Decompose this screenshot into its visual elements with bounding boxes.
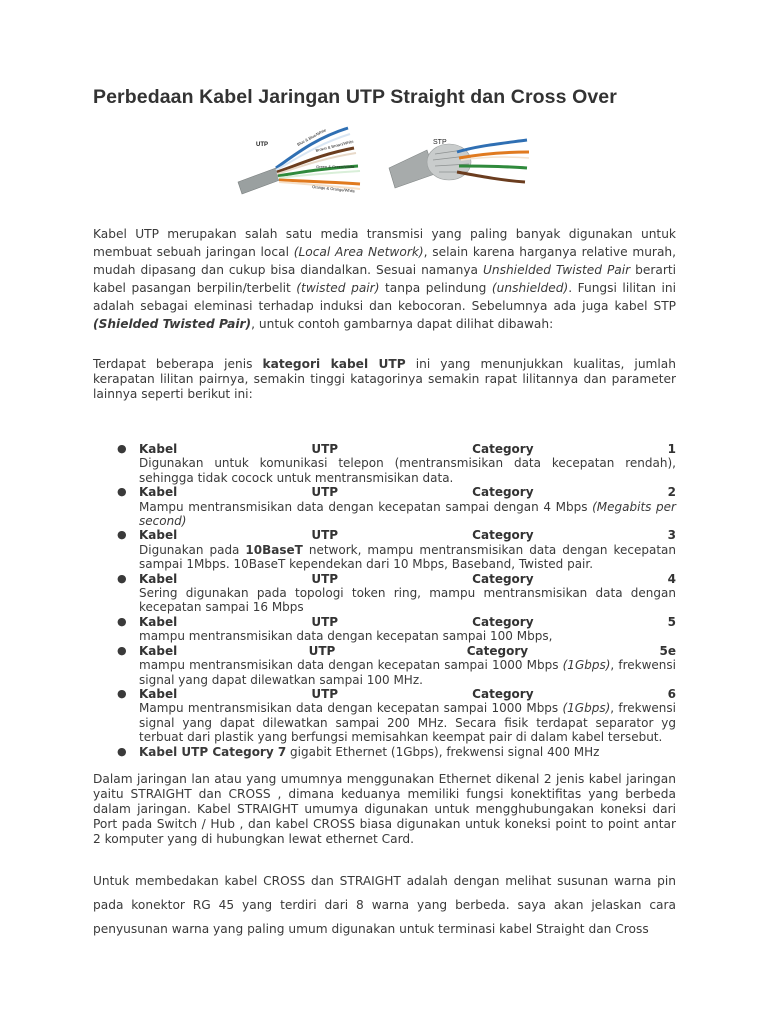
text-run: . Fungsi lilitan ini adalah sebagai eleminasi terhadap induksi dan kebocoran. Sebelumnya ada juga kabel STP xyxy=(93,281,676,313)
bullet-icon: ● xyxy=(117,442,127,455)
utp-wire-label-brown: Brown & Brown/White xyxy=(315,138,354,153)
list-item xyxy=(93,687,676,745)
text-run: , selain karena harganya relative murah, mudah dipasang dan cukup bisa diandalkan. Sesuai namanya xyxy=(93,245,677,277)
utp-wire-label-orange: Orange & Orange/White xyxy=(311,184,356,194)
list-item xyxy=(93,485,676,528)
text-run-italic: (twisted pair) xyxy=(296,281,380,295)
category-description: Mampu mentransmisikan data dengan kecepatan sampai 1000 Mbps (1Gbps), frekwensi signal yang dapat dilewatkan sampai 200 MHz. Secara fisik terdapat separator yg terbuat dari plastik yang berfungsi memisahkan keempat pair di dalam kabel tersebut. xyxy=(139,701,676,745)
text-run: ini yang menunjukkan kualitas, jumlah kerapatan lilitan pairnya, semakin tinggi katagorinya semakin rapat lilitannya dan parameter lainnya seperti berikut ini: xyxy=(93,357,676,401)
list-item xyxy=(93,442,676,485)
text-run-italic: (unshielded) xyxy=(491,281,569,295)
utp-category-list xyxy=(93,442,676,759)
list-item xyxy=(93,615,676,644)
bullet-icon: ● xyxy=(117,528,127,542)
category-description: mampu mentransmisikan data dengan kecepatan sampai 1000 Mbps (1Gbps), frekwensi signal yang dapat dilewatkan sampai 100 MHz. xyxy=(139,658,676,687)
straight-cross-paragraph: Dalam jaringan lan atau yang umumnya menggunakan Ethernet dikenal 2 jenis kabel jaringan yaitu STRAIGHT dan CROSS , dimana keduanya memiliki fungsi konektifitas yang berbeda dalam jaringan. Kabel STRAIGHT umumya digunakan untuk mengghubungakan koneksi dari Port pada Switch / Hub , dan kabel CROSS biasa digunakan untuk koneksi point to point antar 2 komputer yang di hubungkan lewat ethernet Card. xyxy=(93,772,676,846)
bullet-icon: ● xyxy=(117,643,127,657)
bullet-icon: ● xyxy=(117,571,127,585)
category-description: mampu mentransmisikan data dengan kecepatan sampai 100 Mbps, xyxy=(139,629,553,644)
category-line: Kabel UTP Category 7 gigabit Ethernet (1Gbps), frekwensi signal 400 MHz xyxy=(139,744,600,759)
page-title: Perbedaan Kabel Jaringan UTP Straight dan Cross Over xyxy=(93,86,617,108)
bullet-icon: ● xyxy=(117,744,127,758)
list-item xyxy=(93,572,676,615)
intro-paragraph xyxy=(93,225,676,333)
category-description: Digunakan untuk komunikasi telepon (mentransmisikan data kecepatan rendah), sehingga tidak cocock untuk mentransmisikan data. xyxy=(139,456,676,485)
list-item xyxy=(93,528,676,571)
text-run-bold: kategori kabel UTP xyxy=(262,357,406,371)
bullet-icon: ● xyxy=(117,614,127,628)
utp-label: UTP xyxy=(256,142,268,148)
list-item xyxy=(93,644,676,687)
stp-cable-image xyxy=(387,124,533,196)
text-run: , untuk contoh gambarnya dapat dilihat dibawah: xyxy=(251,317,554,331)
text-run: Kabel UTP merupakan salah satu media transmisi yang paling banyak digunakan untuk membuat sebuah jaringan local xyxy=(93,227,676,259)
category-heading: Kabel UTP Category 5 xyxy=(139,614,676,629)
category-heading: Kabel UTP Category 6 xyxy=(139,686,676,701)
color-order-paragraph: Untuk membedakan kabel CROSS dan STRAIGHT adalah dengan melihat susunan warna pin pada konektor RG 45 yang terdiri dari 8 warna yang berbeda. saya akan jelaskan cara penyusunan warna yang paling umum digunakan untuk terminasi kabel Straight dan Cross xyxy=(93,874,676,936)
text-run: Terdapat beberapa jenis xyxy=(93,357,263,371)
bullet-icon: ● xyxy=(117,485,127,499)
utp-wire-label-green: Green & Green/White xyxy=(316,164,355,169)
category-description: Sering digunakan pada topologi token ring, mampu mentransmisikan data dengan kecepatan sampai 16 Mbps xyxy=(139,586,676,615)
stp-label: STP xyxy=(433,139,447,146)
utp-cable-image xyxy=(236,124,376,196)
bullet-icon: ● xyxy=(117,686,127,700)
category-heading: Kabel UTP Category 3 xyxy=(139,528,676,543)
text-run-italic: (Local Area Network) xyxy=(293,245,424,259)
text-run-bold-italic: (Shielded Twisted Pair) xyxy=(93,317,252,331)
text-run-italic: Unshielded Twisted Pair xyxy=(482,263,631,277)
category-heading: Kabel UTP Category 5e xyxy=(139,643,676,658)
category-description: Mampu mentransmisikan data dengan kecepatan sampai dengan 4 Mbps (Megabits per second) xyxy=(139,499,676,529)
category-heading: Kabel UTP Category 1 xyxy=(139,442,676,456)
text-run: tanpa pelindung xyxy=(379,281,492,295)
text-run: berarti kabel pasangan berpilin/terbelit xyxy=(93,263,677,295)
list-item xyxy=(93,745,676,759)
category-description: Digunakan pada 10BaseT network, mampu mentransmisikan data dengan kecepatan sampai 1Mbps. 10BaseT kependekan dari 10 Mbps, Baseband, Twisted pair. xyxy=(139,542,676,572)
utp-wire-label-blue: Blue & Blue/White xyxy=(296,127,327,147)
category-intro-paragraph xyxy=(93,357,676,402)
category-heading: Kabel UTP Category 2 xyxy=(139,485,676,500)
category-heading: Kabel UTP Category 4 xyxy=(139,571,676,586)
